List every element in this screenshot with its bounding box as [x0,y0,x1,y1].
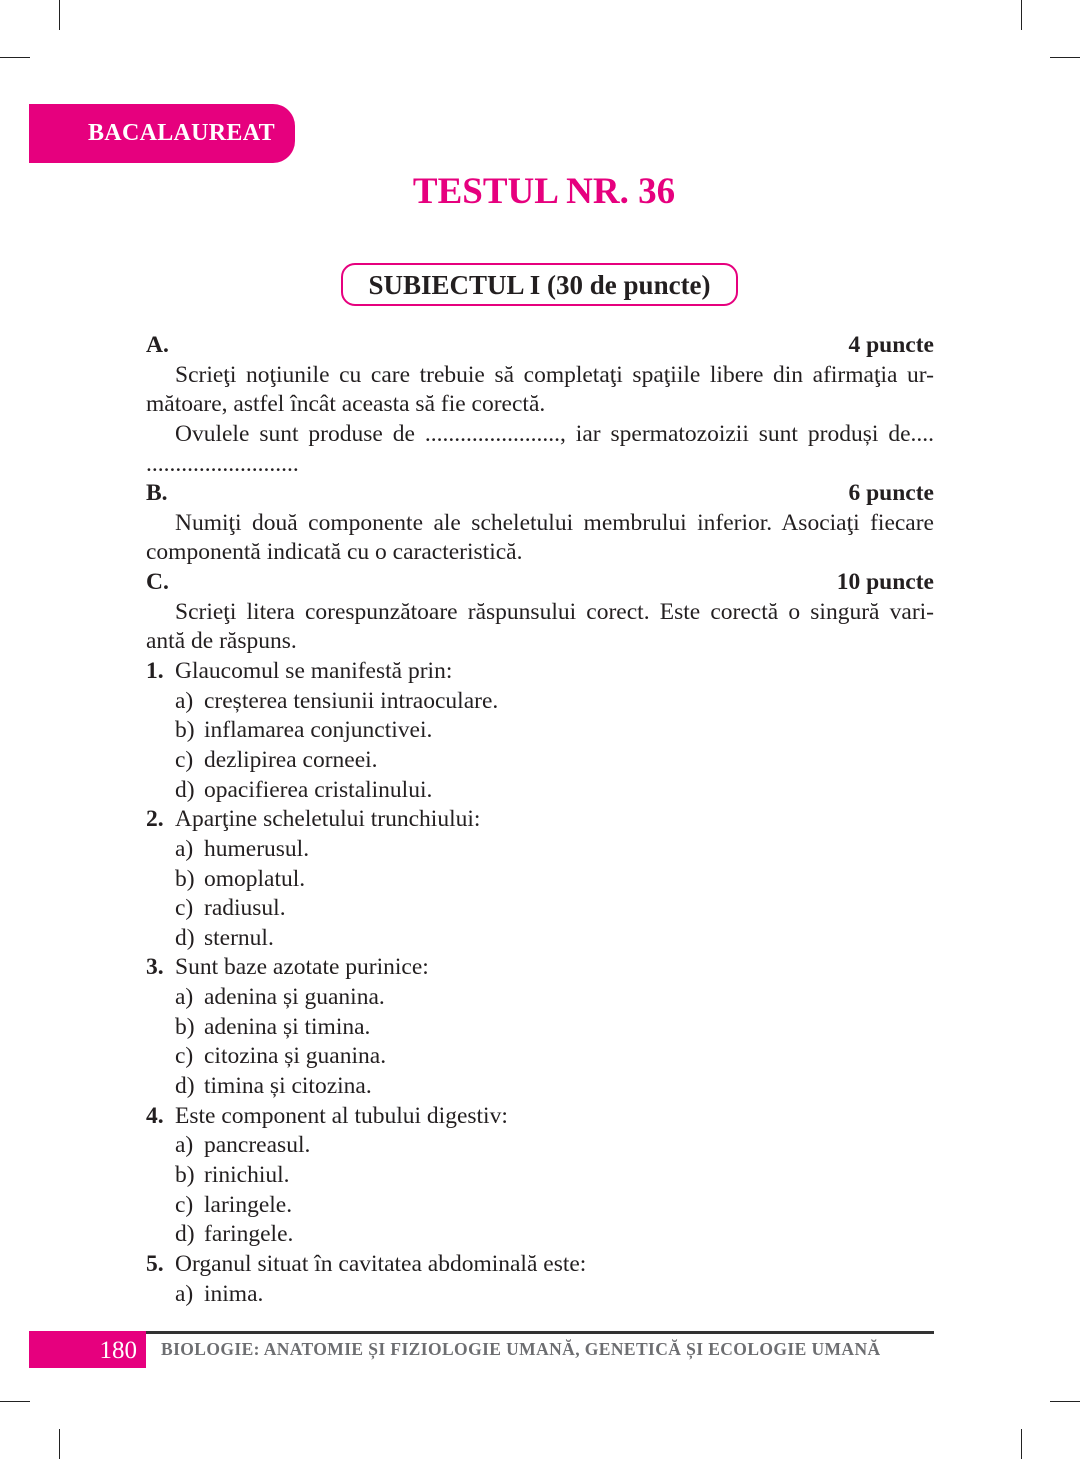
answer-option [146,776,934,806]
question-text: Aparţine scheletului trunchiului: [175,806,481,833]
answer-option [146,1131,934,1161]
option-letter: b) [175,865,195,892]
option-letter: a) [175,835,194,862]
section-badge: BACALAUREAT [29,104,295,163]
question-text: Organul situat în cavitatea abdominală este: [175,1250,587,1277]
option-text: rinichiul. [204,1161,290,1188]
option-letter: a) [175,1132,194,1159]
text-line: Scrieţi litera corespunzătoare răspunsului corect. Este corectă o singură vari- [175,598,934,625]
option-text: laringele. [204,1191,293,1218]
question [146,1102,934,1132]
answer-option [146,1013,934,1043]
answer-option [146,746,934,776]
question-number: 2. [146,806,164,833]
question-list [146,657,934,1309]
option-text: inflamarea conjunctivei. [204,717,433,744]
option-text: adenina și guanina. [204,984,385,1011]
option-letter: a) [175,1280,194,1307]
option-text: omoplatul. [204,865,306,892]
footer-rule [146,1331,934,1334]
answer-option [146,716,934,746]
page-number: 180 [29,1331,146,1368]
option-letter: a) [175,984,194,1011]
text-line: componentă indicată cu o caracteristică. [146,539,523,566]
crop-mark [59,1429,60,1459]
crop-mark [0,57,30,58]
question-text: Glaucomul se manifestă prin: [175,658,453,685]
text-line: mătoare, astfel încât aceasta să fie corectă. [146,391,546,418]
text-line: Numiţi două componente ale scheletului membrului inferior. Asociaţi fiecare [175,509,934,536]
option-text: dezlipirea corneei. [204,746,378,773]
book-title: BIOLOGIE: ANATOMIE ȘI FIZIOLOGIE UMANĂ, GENETICĂ ȘI ECOLOGIE UMANĂ [161,1339,881,1359]
subject-heading: SUBIECTUL I (30 de puncte) [341,263,738,306]
answer-option [146,1191,934,1221]
answer-option [146,1042,934,1072]
option-letter: c) [175,1191,194,1218]
points-label: 6 puncte [848,480,934,507]
answer-option [146,1072,934,1102]
question-text: Este component al tubului digestiv: [175,1102,508,1129]
test-title: TESTUL NR. 36 [412,171,676,212]
answer-option [146,687,934,717]
part-label: A. [146,332,169,358]
points-label: 4 puncte [848,332,934,358]
option-text: faringele. [204,1221,294,1248]
question [146,953,934,983]
question-number: 5. [146,1250,164,1277]
answer-option [146,865,934,895]
option-letter: b) [175,1013,195,1040]
option-letter: a) [175,687,194,714]
option-text: creșterea tensiunii intraoculare. [204,687,499,714]
answer-option [146,835,934,865]
question-number: 1. [146,658,164,685]
option-letter: d) [175,1221,195,1248]
question-text: Sunt baze azotate purinice: [175,954,429,981]
option-letter: d) [175,1073,195,1100]
answer-option [146,1161,934,1191]
part-label: B. [146,480,168,507]
part-c-header [146,568,934,598]
option-text: adenina și timina. [204,1013,371,1040]
text-line: Ovulele sunt produse de ......................., iar spermatozoizii sunt produși de.... [175,420,934,447]
option-text: humerusul. [204,835,310,862]
text-line: antă de răspuns. [146,628,297,655]
option-letter: d) [175,924,195,951]
option-text: radiusul. [204,895,286,922]
option-letter: c) [175,746,194,773]
option-text: sternul. [204,924,274,951]
answer-option [146,1220,934,1250]
test-body [146,331,934,1309]
option-text: timina și citozina. [204,1073,372,1100]
answer-option [146,894,934,924]
crop-mark [1021,0,1022,30]
points-label: 10 puncte [836,569,934,596]
option-text: inima. [204,1280,264,1307]
part-label: C. [146,569,169,596]
option-letter: c) [175,895,194,922]
crop-mark [1050,1401,1080,1402]
text-line: Scrieţi noţiunile cu care trebuie să completaţi spaţiile libere din afirmaţia ur- [175,361,934,388]
part-b-header [146,479,934,509]
part-a-header [146,331,934,361]
option-letter: b) [175,1161,195,1188]
text-line: .......................... [146,450,299,477]
answer-option [146,924,934,954]
question [146,1250,934,1280]
answer-option [146,1280,934,1310]
option-letter: b) [175,717,195,744]
crop-mark [1021,1429,1022,1459]
crop-mark [0,1401,30,1402]
crop-mark [1050,57,1080,58]
option-text: opacifierea cristalinului. [204,776,433,803]
option-letter: c) [175,1043,194,1070]
option-text: citozina și guanina. [204,1043,387,1070]
question-number: 4. [146,1102,164,1129]
question [146,805,934,835]
question-number: 3. [146,954,164,981]
option-letter: d) [175,776,195,803]
answer-option [146,983,934,1013]
crop-mark [59,0,60,30]
option-text: pancreasul. [204,1132,311,1159]
question [146,657,934,687]
